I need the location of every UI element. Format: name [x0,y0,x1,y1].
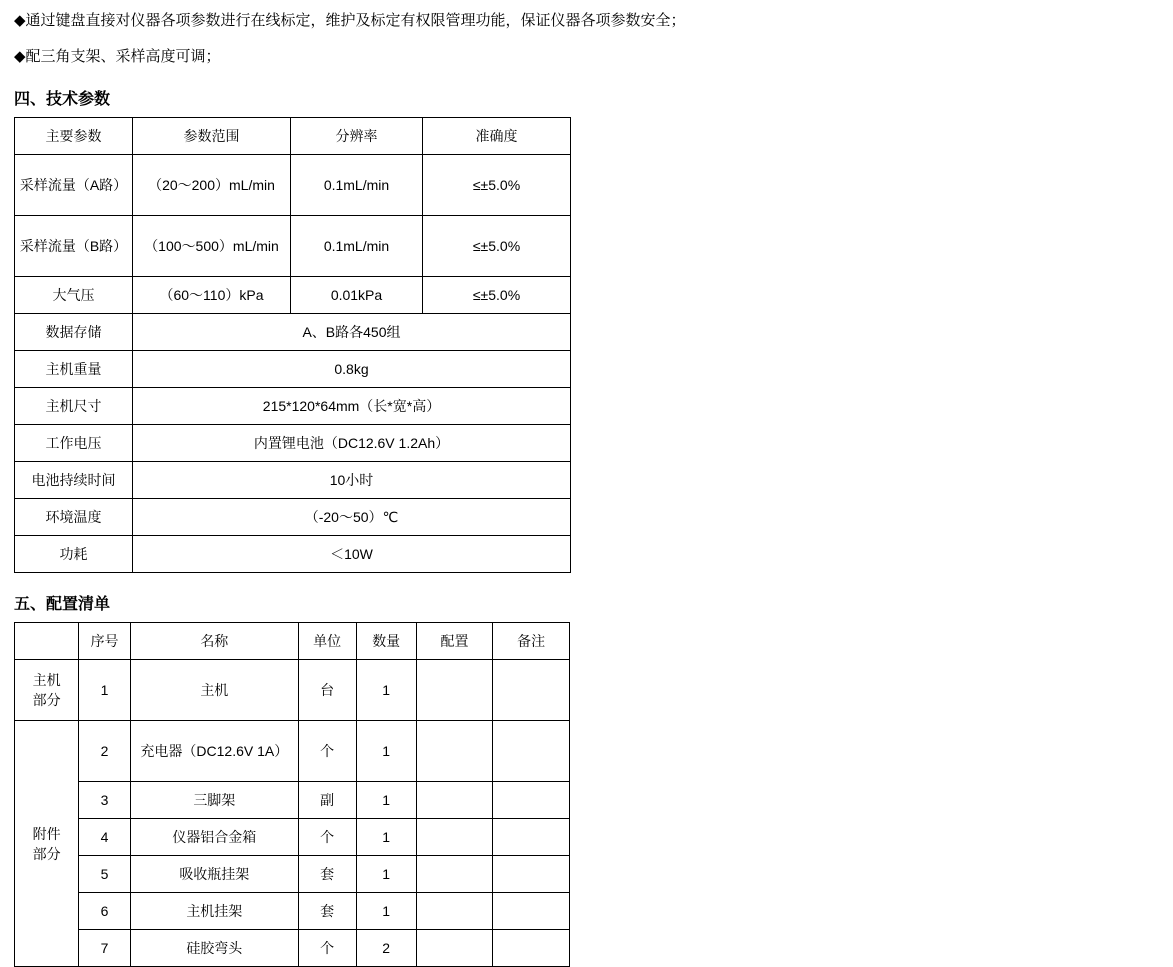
tech-param-value: 0.8kg [133,351,571,388]
config-row-config [416,782,493,819]
table-row [15,425,571,462]
config-row-no: 4 [79,819,131,856]
tech-header-cell: 参数范围 [133,118,291,155]
config-header-cell: 备注 [493,623,570,660]
table-row [15,660,570,721]
table-header-row [15,623,570,660]
tech-param-range: （100～500）mL/min [133,216,291,277]
config-row-no: 7 [79,930,131,967]
config-row-unit: 台 [298,660,356,721]
tech-param-value: 10小时 [133,462,571,499]
config-row-name: 硅胶弯头 [130,930,298,967]
config-row-remark [493,782,570,819]
config-row-name: 充电器（DC12.6V 1A） [130,721,298,782]
intro-bullet-1: ◆通过键盘直接对仪器各项参数进行在线标定，维护及标定有权限管理功能，保证仪器各项参数安全； [14,12,686,29]
tech-param-resolution: 0.1mL/min [291,216,423,277]
tech-param-accuracy: ≤±5.0% [423,216,571,277]
config-row-remark [493,856,570,893]
config-header-cell: 序号 [79,623,131,660]
config-header-blank [15,623,79,660]
tech-param-value: （-20～50）℃ [133,499,571,536]
config-row-remark [493,930,570,967]
config-group-accessory-line1: 附件 [32,825,61,842]
tech-header-cell: 分辨率 [291,118,423,155]
table-row [15,277,571,314]
tech-section-heading: 四、技术参数 [14,91,111,108]
config-row-config [416,819,493,856]
table-row [15,462,571,499]
config-row-unit: 个 [298,819,356,856]
table-row [15,930,570,967]
config-row-name: 主机 [130,660,298,721]
config-row-qty: 1 [356,721,416,782]
tech-param-accuracy: ≤±5.0% [423,277,571,314]
tech-param-name: 电池持续时间 [15,462,133,499]
config-row-no: 6 [79,893,131,930]
tech-param-value: ＜10W [133,536,571,573]
config-row-qty: 1 [356,660,416,721]
config-row-qty: 1 [356,893,416,930]
tech-param-name: 主机尺寸 [15,388,133,425]
config-header-cell: 单位 [298,623,356,660]
config-row-no: 3 [79,782,131,819]
tech-param-value: 215*120*64mm（长*宽*高） [133,388,571,425]
tech-param-range: （60～110）kPa [133,277,291,314]
config-group-accessory-line2: 部分 [32,845,61,862]
config-row-qty: 1 [356,819,416,856]
config-header-cell: 数量 [356,623,416,660]
config-group-accessory [15,721,79,967]
config-section-heading: 五、配置清单 [14,596,111,613]
tech-header-cell: 主要参数 [15,118,133,155]
config-row-unit: 套 [298,893,356,930]
tech-param-name: 主机重量 [15,351,133,388]
tech-param-resolution: 0.01kPa [291,277,423,314]
configuration-list-table [14,622,570,967]
table-row [15,155,571,216]
config-row-config [416,721,493,782]
tech-param-accuracy: ≤±5.0% [423,155,571,216]
config-row-name: 三脚架 [130,782,298,819]
table-row [15,351,571,388]
config-group-host-line1: 主机 [32,672,61,688]
table-row [15,856,570,893]
table-row [15,893,570,930]
table-row [15,499,571,536]
config-row-no: 5 [79,856,131,893]
config-row-unit: 个 [298,721,356,782]
intro-bullet-2: ◆配三角支架、采样高度可调； [14,48,221,65]
table-row [15,782,570,819]
config-row-remark [493,819,570,856]
config-group-host-line2: 部分 [32,692,61,708]
tech-param-name: 采样流量（B路） [15,216,133,277]
table-row [15,536,571,573]
table-row [15,721,570,782]
config-group-host [15,660,79,721]
tech-param-name: 环境温度 [15,499,133,536]
config-header-cell: 配置 [416,623,493,660]
table-row [15,216,571,277]
config-row-name: 仪器铝合金箱 [130,819,298,856]
tech-param-name: 数据存储 [15,314,133,351]
config-row-unit: 个 [298,930,356,967]
table-row [15,314,571,351]
config-row-name: 主机挂架 [130,893,298,930]
config-row-qty: 1 [356,782,416,819]
config-row-qty: 2 [356,930,416,967]
config-row-unit: 套 [298,856,356,893]
config-row-unit: 副 [298,782,356,819]
config-row-no: 1 [79,660,131,721]
tech-param-range: （20～200）mL/min [133,155,291,216]
config-row-config [416,893,493,930]
tech-param-value: A、B路各450组 [133,314,571,351]
tech-param-value: 内置锂电池（DC12.6V 1.2Ah） [133,425,571,462]
tech-param-name: 大气压 [15,277,133,314]
tech-param-name: 功耗 [15,536,133,573]
tech-param-name: 工作电压 [15,425,133,462]
table-row [15,388,571,425]
config-row-config [416,856,493,893]
config-header-cell: 名称 [130,623,298,660]
table-header-row [15,118,571,155]
config-row-config [416,660,493,721]
config-row-config [416,930,493,967]
config-row-remark [493,660,570,721]
config-row-name: 吸收瓶挂架 [130,856,298,893]
config-row-qty: 1 [356,856,416,893]
tech-param-resolution: 0.1mL/min [291,155,423,216]
technical-parameters-table [14,117,571,573]
table-row [15,819,570,856]
tech-header-cell: 准确度 [423,118,571,155]
config-row-remark [493,721,570,782]
config-row-remark [493,893,570,930]
config-row-no: 2 [79,721,131,782]
tech-param-name: 采样流量（A路） [15,155,133,216]
